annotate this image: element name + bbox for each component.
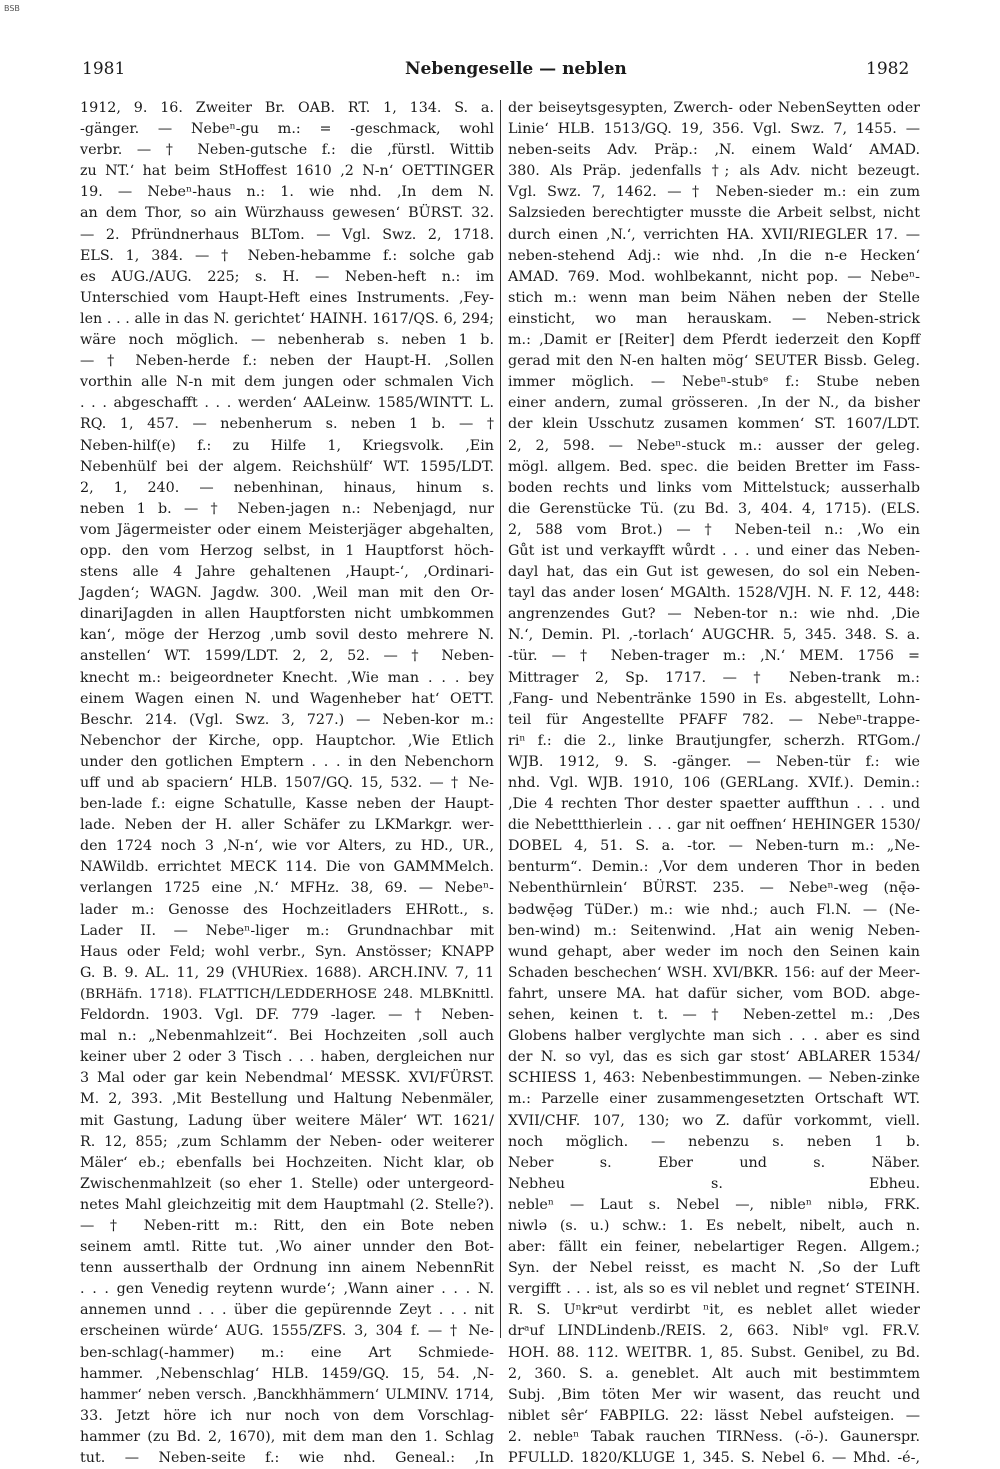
left-column-line: 33. Jetzt höre ich nur noch von dem Vorschlag- (80, 1407, 494, 1424)
right-column-line: 2, 588 vom Brot.) — † Neben-teil n.: ‚Wo ein (508, 521, 920, 538)
left-column-line: . . . gen Venedig reytenn wurde‘; ‚Wann ainer . . . N. (80, 1281, 494, 1298)
page-number-right: 1982 (866, 59, 910, 79)
right-column-line: boden rechts und links vom Mittelstuck; ausserhalb (508, 479, 920, 496)
left-column-line: G. B. 9. AL. 11, 29 (VHURiex. 1688). ARCH.INV. 7, 11 (80, 964, 494, 981)
left-column-line: Feldordn. 1903. Vgl. DF. 779 -lager. — † Neben- (80, 1007, 494, 1024)
left-column-line: neben 1 b. — † Neben-jagen n.: Nebenjagd, nur (80, 500, 494, 517)
page-number-left: 1981 (82, 59, 126, 79)
right-column-line: durch einen ‚N.‘, verrichten HA. XVII/RIEGLER 17. — (508, 226, 920, 243)
right-column-line: WJB. 1912, 9. S. -gänger. — Neben-tür f.: wie (508, 753, 920, 770)
library-mark: BSB (4, 4, 20, 13)
right-column-line: AMAD. 769. Mod. wohlbekannt, nicht pop. — Nebeⁿ- (508, 268, 920, 285)
left-column-line: hammer (zu Bd. 2, 1670), mit dem man den 1. Schlag (80, 1428, 494, 1445)
right-column-line: stich m.: wenn man beim Nähen neben der Stelle (508, 289, 920, 306)
left-column-line: vorthin alle N-n mit dem jungen oder schmalen Vich (80, 374, 494, 391)
left-column-line: tut. — Neben-seite f.: wie nhd. Geneal.: ‚In (80, 1450, 494, 1466)
left-column-line: Neben-hilf(e) f.: zu Hilfe 1, Kriegsvolk. ‚Ein (80, 437, 494, 454)
right-column-line: ‚Fang- und Nebentränke 1590 in Es. abgestellt, Lohn- (508, 690, 920, 707)
right-column-line: ben-wind) m.: Seitenwind. ‚Hat ain wenig Neben- (508, 922, 920, 939)
left-column-line: erscheinen würde‘ AUG. 1555/ZFS. 3, 304 f. — † Ne- (80, 1323, 494, 1340)
right-column-line: ‚Die 4 rechten Thor dester spaetter auffthun . . . und (508, 796, 920, 813)
left-column-line: 1912, 9. 16. Zweiter Br. OAB. RT. 1, 134. S. a. (80, 100, 494, 116)
left-column-line: anstellen‘ WT. 1599/LDT. 2, 2, 52. — † Neben- (80, 648, 494, 665)
right-column-line: riⁿ f.: die 2., linke Brautjungfer, scherzh. RTGom./ (508, 732, 920, 749)
right-column-line: 2, 2, 598. — Nebeⁿ-stuck m.: ausser der geleg. (508, 437, 920, 454)
left-column-line: Nebenhülf bei der algem. Reichshülf‘ WT. 1595/LDT. (80, 458, 494, 475)
right-column-line: Linie‘ HLB. 1513/GQ. 19, 356. Vgl. Swz. 7, 1455. — (508, 121, 920, 138)
right-column-line: 2. nebleⁿ Tabak rauchen TIRNess. (-ö-). Gaunerspr. (508, 1428, 920, 1445)
right-column-line: niwlə (s. u.) schw.: 1. Es nebelt, nibelt, auch n. (508, 1217, 920, 1234)
right-column-line: m.: ‚Damit er [Reiter] dem Pferdt iederzeit den Kopff (508, 332, 920, 349)
right-column-line: SCHIESS 1, 463: Nebenbestimmungen. — Neben-zinke (508, 1070, 920, 1087)
right-column-line: bədwę̄əg TüDer.) m.: wie nhd.; auch Fl.N. — (Ne- (508, 901, 920, 918)
left-column-line: Lader II. — Nebeⁿ-liger m.: Grundnachbar mit (80, 922, 494, 939)
left-column-line: zu NT.‘ hat beim StHoffest 1610 ‚2 N-n‘ OETTINGER (80, 163, 494, 180)
right-column-line: der beiseytsgesypten, Zwerch- oder NebenSeytten oder (508, 100, 920, 116)
right-column-line: tayl das ander losen‘ MGAlth. 1528/VJH. N. F. 12, 448: (508, 585, 920, 602)
right-column-line: neben-seits Adv. Präp.: ‚N. einem Wald‘ AMAD. (508, 142, 920, 159)
right-column-line: Mittrager 2, Sp. 1717. — † Neben-trank m.: (508, 669, 920, 686)
right-column-line: drᵃuf LINDLindenb./REIS. 2, 663. Niblᵉ vgl. FR.V. (508, 1323, 920, 1340)
right-column-line: N.‘, Demin. Pl. ‚-torlach‘ AUGCHR. 5, 345. 348. S. a. (508, 627, 920, 644)
left-column-line: ben-schlag(-hammer) m.: eine Art Schmiede- (80, 1344, 494, 1361)
right-column-line: 380. Als Präp. jedenfalls †; als Adv. nicht bezeugt. (508, 163, 920, 180)
left-column-line: ben-lade f.: eigne Schatulle, Kasse neben der Haupt- (80, 796, 494, 813)
left-column-line: Nebenchor der Kirche, opp. Hauptchor. ‚Wie Etlich (80, 732, 494, 749)
right-column-line: noch möglich. — nebenzu s. neben 1 b. (508, 1133, 920, 1150)
right-column-line: 2, 360. S. a. geneblet. Alt auch mit bestimmtem (508, 1365, 920, 1382)
left-column-line: einem Wagen einen N. und Wagenheber hat‘ OETT. (80, 690, 494, 707)
right-column-line: Salzsieden berechtigter musste die Arbeit selbst, nicht (508, 205, 920, 222)
left-column-line: Jagden‘; WAGN. Jagdw. 300. ‚Weil man mit den Or- (80, 585, 494, 602)
right-column (508, 98, 920, 1469)
right-column-line: die Gerenstücke Tü. (zu Bd. 3, 404. 4, 1715). (ELS. (508, 500, 920, 517)
left-column-line: kan‘, möge der Herzog ‚umb sovil desto mehrere N. (80, 627, 494, 644)
right-column-line: dayl hat, das ein Gut ist gewesen, do sol ein Neben- (508, 564, 920, 581)
right-column-line: Syn. der Nebel reisst, es macht N. ‚So der Luft (508, 1260, 920, 1277)
left-column-line: verlangen 1725 eine ‚N.‘ MFHz. 38, 69. — Nebeⁿ- (80, 880, 494, 897)
left-column-line: M. 2, 393. ‚Mit Bestellung und Haltung Nebenmäler, (80, 1091, 494, 1108)
right-column-line: sehen, keinen t. t. — † Neben-zettel m.: ‚Des (508, 1007, 920, 1024)
left-column-line: hammer‘ neben versch. ‚Banckhhämmern‘ ULMINV. 1714, (80, 1386, 494, 1403)
left-column-line: (BRHäfn. 1718). FLATTICH/LEDDERHOSE 248. MLBKnittl. (80, 986, 494, 1002)
left-column-line: verbr. — † Neben-gutsche f.: die ‚fürstl. Wittib (80, 142, 494, 159)
right-column-line: gerad mit den N-en halten mög‘ SEUTER Bissb. Geleg. (508, 353, 920, 370)
right-column-line: Vgl. Swz. 7, 1462. — † Neben-sieder m.: ein zum (508, 184, 920, 201)
right-column-line: Schaden beschechen‘ WSH. XVI/BKR. 156: auf der Meer- (508, 964, 920, 981)
left-column-line: — 2. Pfründnerhaus BLTom. — Vgl. Swz. 2, 1718. (80, 226, 494, 243)
right-column-line: nhd. Vgl. WJB. 1910, 106 (GERLang. XVIf.). Demin.: (508, 775, 920, 791)
right-column-line: mögl. allgem. Bed. spec. die beiden Bretter im Fass- (508, 458, 920, 475)
left-column-line: mit Gastung, Ladung über weitere Mäler‘ WT. 1621/ (80, 1112, 494, 1129)
left-column-line: Zwischenmahlzeit (so eher 1. Stelle) oder untergeord- (80, 1175, 494, 1192)
left-column-line: tenn ausserthalb der Ordnung inn ainem NebennRit (80, 1260, 494, 1277)
left-column-line: vom Jägermeister oder einem Meisterjäger abgehalten, (80, 521, 494, 538)
right-column-line: neben-stehend Adj.: wie nhd. ‚In die n-e Hecken‘ (508, 247, 920, 264)
left-column-line: keiner uber 2 oder 3 Tisch . . . haben, dergleichen nur (80, 1049, 494, 1066)
left-column-line: hammer. ‚Nebenschlag‘ HLB. 1459/GQ. 15, 54. ‚N- (80, 1365, 494, 1382)
left-column-line: Unterschied vom Haupt-Heft eines Instruments. ‚Fey- (80, 289, 494, 306)
left-column-line: netes Mahl gleichzeitig mit dem Hauptmahl (2. Stelle?). (80, 1196, 494, 1213)
left-column-line: lader m.: Genosse des Hochzeitladers EHRott., s. (80, 901, 494, 918)
right-column-line: einsticht, wo man herauskam. — Neben-strick (508, 310, 920, 327)
left-column-line: Beschr. 214. (Vgl. Swz. 3, 727.) — Neben-kor m.: (80, 711, 494, 728)
left-column-line: dinariJagden in allen Hauptforsten nicht umbkommen (80, 606, 494, 623)
left-column-line: NAWildb. errichtet MECK 114. Die von GAMMMelch. (80, 859, 494, 876)
right-column-line: -tür. — † Neben-trager m.: ‚N.‘ MEM. 1756 = (508, 648, 920, 665)
left-column-line: annemen unnd . . . über die gepürennde Zeyt . . . nit (80, 1302, 494, 1319)
left-column-line: RQ. 1, 457. — nebenherum s. neben 1 b. — † (80, 416, 494, 433)
left-column-line: stens alle 4 Jahre gehaltenen ‚Haupt-‘, ‚Ordinari- (80, 564, 494, 581)
right-column-line: XVII/CHF. 107, 130; wo Z. dafür vorkommt, viell. (508, 1112, 920, 1129)
right-column-line: niblet sêr‘ FABPILG. 22: lässt Nebel aufsteigen. — (508, 1407, 920, 1424)
column-divider (500, 100, 501, 1338)
left-column-line: -gänger. — Nebeⁿ-gu m.: = -geschmack, wohl (80, 121, 494, 138)
left-column-line: — † Neben-herde f.: neben der Haupt-H. ‚Sollen (80, 353, 494, 370)
left-column-line: ELS. 1, 384. — † Neben-hebamme f.: solche gab (80, 247, 494, 264)
right-column-line: wund gehapt, aber weder im noch den Seinen kain (508, 943, 920, 960)
right-column-line: R. S. Uⁿkrᵃut verdirbt ⁿit, es neblet allet wieder (508, 1302, 920, 1319)
left-column-line: 3 Mal oder gar kein Nebendmal‘ MESSK. XVI/FÜRST. (80, 1070, 494, 1087)
right-column-line: fahrt, unsere MA. hat dafür sicher, vom BOD. abge- (508, 985, 920, 1002)
left-column-line: Haus oder Feld; wohl verbr., Syn. Anstösser; KNAPP (80, 943, 494, 960)
right-column-line: Neber s. Eber und s. Näber. (508, 1154, 920, 1171)
right-column-line: angrenzendes Gut? — Neben-tor n.: wie nhd. ‚Die (508, 606, 920, 623)
left-column-line: den 1724 noch 3 ‚N-n‘, wie vor Alters, zu HD., UR., (80, 838, 494, 855)
left-column-line: lade. Neben der H. aller Schäfer zu LKMarkgr. wer- (80, 817, 494, 834)
left-column-line: 19. — Nebeⁿ-haus n.: 1. wie nhd. ‚In dem N. (80, 184, 494, 201)
right-column-line: DOBEL 4, 51. S. a. -tor. — Neben-turn m.: „Ne- (508, 838, 920, 855)
right-column-line: der klein Usschutz zusamen kommen‘ ST. 1607/LDT. (508, 416, 920, 433)
right-column-line: einer andern, zumal grösseren. ‚In der N., da bisher (508, 395, 920, 412)
left-column-line: Mäler‘ eb.; ebenfalls bei Hochzeiten. Nicht klar, ob (80, 1154, 494, 1171)
running-title: Nebengeselle — neblen (405, 59, 627, 79)
left-column-line: uff und ab spaciern‘ HLB. 1507/GQ. 15, 532. — † Ne- (80, 775, 494, 791)
right-column-line: Nebheu s. Ebheu. (508, 1175, 920, 1192)
left-column-line: 2, 1, 240. — nebenhinan, hinaus, hinum s. (80, 479, 494, 496)
left-column-line: . . . abgeschafft . . . werden‘ AALeinw. 1585/WINTT. L. (80, 395, 494, 412)
right-column-line: m.: Parzelle einer zusammengesetzten Ortschaft WT. (508, 1091, 920, 1108)
right-column-line: PFULLD. 1820/KLUGE 1, 345. S. Nebel 6. — Mhd. -é-, (508, 1450, 920, 1466)
right-column-line: der N. so vyl, das es sich gar stost‘ ABLARER 1534/ (508, 1049, 920, 1066)
left-column-line: knecht m.: beigeordneter Knecht. ‚Wie man . . . bey (80, 669, 494, 686)
left-column-line: seinem amtl. Ritte tut. ‚Wo ainer unnder den Bot- (80, 1239, 494, 1256)
right-column-line: Subj. ‚Bim töten Mer wir wasent, das reucht und (508, 1386, 920, 1403)
right-column-line: Nebenthürnlein‘ BÜRST. 235. — Nebeⁿ-weg (nę̄ə- (508, 880, 920, 897)
left-column-line: — † Neben-ritt m.: Ritt, den ein Bote neben (80, 1217, 494, 1234)
right-column-line: vergifft . . . ist, als so es vil neblet und regnet‘ STEINH. (508, 1281, 920, 1298)
right-column-line: HOH. 88. 112. WEITBR. 1, 85. Subst. Genibel, zu Bd. (508, 1344, 920, 1361)
right-column-line: die Nebettthierlein . . . gar nit oeffnen‘ HEHINGER 1530/ (508, 817, 920, 834)
left-column-line: under den gotlichen Emptern . . . in den Nebenchorn (80, 753, 494, 770)
left-column-line: R. 12, 855; ‚zum Schlamm der Neben- oder weiterer (80, 1133, 494, 1150)
left-column (80, 98, 494, 1469)
right-column-line: Gůt ist und verkayfft wůrdt . . . und einer das Neben- (508, 542, 920, 559)
left-column-line: an dem Thor, so ain Würzhauss gewesen‘ BÜRST. 32. (80, 205, 494, 222)
right-column-line: benturm“. Demin.: ‚Vor dem underen Thor in beden (508, 859, 920, 876)
right-column-line: aber: fällt ein feiner, nebelartiger Regen. Allgem.; (508, 1239, 920, 1256)
right-column-line: teil für Angestellte PFAFF 782. — Nebeⁿ-trappe- (508, 711, 920, 728)
left-column-line: len . . . alle in das N. gerichtet‘ HAINH. 1617/QS. 6, 294; (80, 310, 494, 327)
right-column-line: immer möglich. — Nebeⁿ-stubᵉ f.: Stube neben (508, 374, 920, 391)
left-column-line: es AUG./AUG. 225; s. H. — Neben-heft n.: im (80, 268, 494, 285)
right-column-line: Globens halber verglychte man sich . . . aber es sind (508, 1028, 920, 1045)
left-column-line: mal n.: „Nebenmahlzeit“. Bei Hochzeiten ‚soll auch (80, 1028, 494, 1045)
left-column-line: wäre noch möglich. — nebenherab s. neben 1 b. (80, 332, 494, 349)
right-column-line: nebleⁿ — Laut s. Nebel —, nibleⁿ niblə, FRK. (508, 1196, 920, 1213)
left-column-line: opp. den vom Herzog selbst, in 1 Hauptforst höch- (80, 542, 494, 559)
